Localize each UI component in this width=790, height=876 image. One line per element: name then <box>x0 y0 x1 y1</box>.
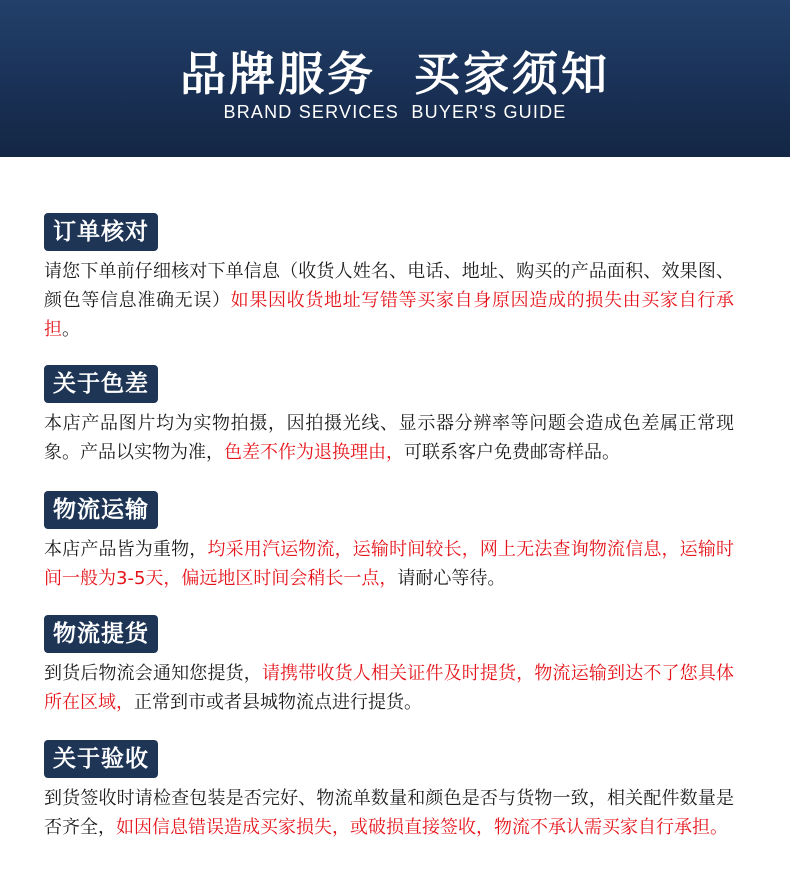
text-highlight: 请携带收货人相关证件及时提货，物流运输到达不了您具体所在区域， <box>44 663 735 713</box>
section-tag: 订单核对 <box>44 213 158 251</box>
section-pickup <box>44 615 744 717</box>
section-order-check <box>44 213 744 344</box>
section-tag: 物流提货 <box>44 615 158 653</box>
section-tag: 关于色差 <box>44 365 158 403</box>
text-highlight: 色差不作为退换理由， <box>224 442 404 463</box>
page-subtitle: BRAND SERVICES BUYER'S GUIDE <box>223 102 567 122</box>
text-highlight: 均采用汽运物流，运输时间较长，网上无法查询物流信息，运输时间一般为3-5天，偏远地区时间会稍长一点， <box>44 539 735 589</box>
section-text <box>44 535 734 593</box>
text-end: 正常到市或者县城物流点进行提货。 <box>134 692 422 713</box>
header-banner <box>0 0 790 157</box>
text-highlight: 如果因收货地址写错等买家自身原因造成的损失由买家自行承担 <box>44 290 735 340</box>
text-normal: 请您下单前仔细核对下单信息（收货人姓名、电话、地址、购买的产品面积、效果图、颜色等信息准确无误） <box>44 261 734 311</box>
text-normal: 本店产品皆为重物， <box>44 539 208 560</box>
section-logistics <box>44 491 744 593</box>
text-normal: 到货签收时请检查包装是否完好、物流单数量和颜色是否与货物一致，相关配件数量是否齐全， <box>44 788 734 838</box>
text-end: 。 <box>62 319 80 340</box>
section-text <box>44 784 734 842</box>
text-normal: 本店产品图片均为实物拍摄，因拍摄光线、显示器分辨率等问题会造成色差属正常现象。产品以实物为准， <box>44 413 734 463</box>
page-title: 品牌服务 买家须知 <box>179 47 611 101</box>
section-tag: 关于验收 <box>44 740 158 778</box>
text-normal: 到货后物流会通知您提货， <box>44 663 262 684</box>
section-text <box>44 409 734 467</box>
text-end: 可联系客户免费邮寄样品。 <box>404 442 620 463</box>
section-text <box>44 659 734 717</box>
section-color-difference <box>44 365 744 467</box>
text-highlight: 如因信息错误造成买家损失，或破损直接签收，物流不承认需买家自行承担。 <box>116 817 728 838</box>
section-acceptance <box>44 740 744 842</box>
text-end: 请耐心等待。 <box>397 568 506 589</box>
section-tag: 物流运输 <box>44 491 158 529</box>
section-text <box>44 257 734 344</box>
